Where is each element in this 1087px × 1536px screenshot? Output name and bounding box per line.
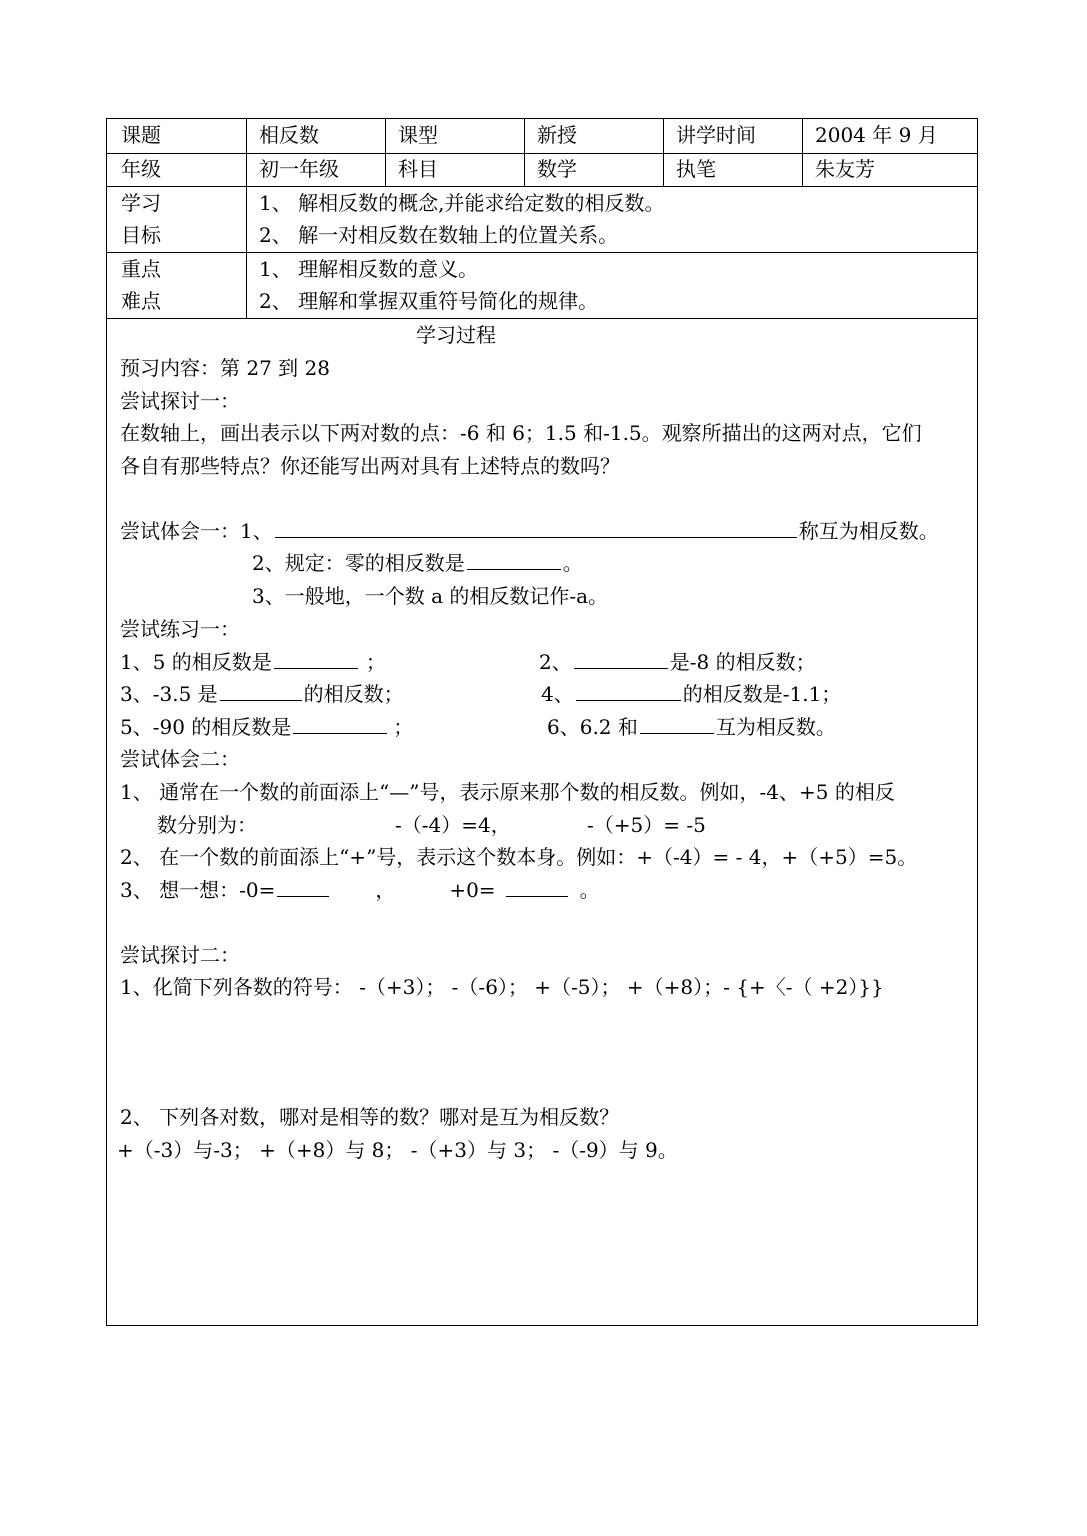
answer-blank[interactable] [574, 646, 668, 669]
experience2-item-2: 2、 在一个数的前面添上“+”号，表示这个数本身。例如：+（-4）= - 4，+（+5）=5。 [120, 845, 918, 869]
label-goals-1: 学习 [121, 191, 161, 215]
col-divider [246, 119, 247, 186]
label-focus-2: 难点 [121, 289, 161, 313]
process-title: 学习过程 [416, 323, 496, 347]
col-divider [385, 119, 386, 186]
label-topic: 课题 [121, 123, 161, 147]
experience2-item-1: 1、 通常在一个数的前面添上“—”号，表示原来那个数的相反数。例如，-4、+5 的相反 [120, 780, 895, 804]
col-divider [524, 119, 525, 186]
focus-item-2: 2、 理解和掌握双重符号简化的规律。 [259, 289, 599, 313]
experience2-item-3-plus: +0= [449, 878, 496, 902]
answer-blank[interactable] [275, 515, 797, 538]
value-subject: 数学 [537, 157, 577, 181]
value-teaching-time: 2004 年 9 月 [815, 123, 938, 147]
practice1-q3-text: 3、-3.5 是 [120, 682, 218, 706]
label-subject: 科目 [398, 157, 438, 181]
practice1-q2-tail: 是-8 的相反数； [669, 650, 816, 674]
row-divider [107, 318, 977, 319]
practice1-q5-tail: ； [393, 715, 414, 739]
practice1-q3 [120, 678, 404, 710]
practice1-q4-tail: 的相反数是-1.1； [682, 682, 842, 706]
focus-item-1: 1、 理解相反数的意义。 [259, 257, 479, 281]
practice1-q4-text: 4、 [541, 682, 574, 706]
explore2-item-1: 1、化简下列各数的符号： -（+3）； -（-6）； +（-5）； +（+8）；- {+〈-（ +2）}} [120, 975, 884, 999]
practice1-q1 [120, 646, 386, 678]
answer-blank[interactable] [467, 547, 561, 570]
explore1-paragraph-1: 在数轴上，画出表示以下两对数的点：-6 和 6；1.5 和-1.5。观察所描出的这两对点，它们 [120, 421, 922, 445]
answer-blank[interactable] [640, 711, 714, 734]
experience2-example-2: -（+5）= -5 [587, 813, 706, 837]
answer-blank[interactable] [220, 678, 302, 701]
goal-item-1: 1、 解相反数的概念,并能求给定数的相反数。 [259, 191, 665, 215]
experience2-title: 尝试体会二： [120, 747, 240, 771]
value-grade: 初一年级 [259, 157, 339, 181]
practice1-q6 [547, 711, 836, 743]
experience1-label: 尝试体会一：1、 [120, 519, 273, 543]
experience2-item-3-tail: 。 [579, 878, 600, 902]
experience2-example-1: -（-4）=4， [395, 813, 511, 837]
answer-blank[interactable] [277, 874, 329, 897]
value-topic: 相反数 [259, 123, 319, 147]
goal-item-2: 2、 解一对相反数在数轴上的位置关系。 [259, 223, 619, 247]
practice1-q2 [539, 646, 816, 678]
experience2-item-3 [120, 874, 600, 906]
answer-blank[interactable] [293, 711, 387, 734]
col-divider [802, 119, 803, 186]
practice1-q4 [541, 678, 841, 710]
practice1-q3-tail: 的相反数； [303, 682, 404, 706]
answer-blank[interactable] [274, 646, 358, 669]
experience2-item-3-sep: ， [375, 878, 396, 902]
label-focus-1: 重点 [121, 257, 161, 281]
experience2-item-1-cont: 数分别为： [157, 813, 257, 837]
explore1-paragraph-2: 各自有那些特点？你还能写出两对具有上述特点的数吗？ [120, 454, 620, 478]
answer-blank[interactable] [576, 678, 681, 701]
lesson-table [106, 118, 978, 1326]
label-grade: 年级 [121, 157, 161, 181]
label-goals-2: 目标 [121, 223, 161, 247]
practice1-q1-tail: ； [365, 650, 386, 674]
label-author: 执笔 [676, 157, 716, 181]
experience1-item-2-text: 2、规定：零的相反数是 [252, 551, 465, 575]
label-teaching-time: 讲学时间 [676, 123, 756, 147]
experience1-item-1-tail: 称互为相反数。 [798, 519, 939, 543]
experience1-item-1 [120, 515, 939, 547]
value-lesson-type: 新授 [537, 123, 577, 147]
practice1-q5-text: 5、-90 的相反数是 [120, 715, 292, 739]
practice1-q2-text: 2、 [539, 650, 572, 674]
label-lesson-type: 课型 [398, 123, 438, 147]
row-divider [107, 252, 977, 253]
practice1-q6-tail: 互为相反数。 [715, 715, 836, 739]
practice1-q1-text: 1、5 的相反数是 [120, 650, 272, 674]
answer-blank[interactable] [506, 874, 568, 897]
preview-text: 预习内容：第 27 到 28 [120, 356, 330, 380]
experience1-item-2 [252, 547, 583, 579]
experience1-item-3: 3、一般地，一个数 a 的相反数记作-a。 [252, 584, 609, 608]
value-author: 朱友芳 [815, 157, 875, 181]
explore1-title: 尝试探讨一： [120, 389, 240, 413]
experience2-item-3-text: 3、 想一想：-0= [120, 878, 276, 902]
practice1-q5 [120, 711, 413, 743]
col-divider [663, 119, 664, 186]
practice1-q6-text: 6、6.2 和 [547, 715, 638, 739]
col-divider [246, 186, 247, 318]
explore2-title: 尝试探讨二： [120, 943, 240, 967]
explore2-item-2: 2、 下列各对数，哪对是相等的数？哪对是互为相反数？ [120, 1105, 620, 1129]
practice1-title: 尝试练习一： [120, 617, 240, 641]
experience1-item-2-tail: 。 [562, 551, 583, 575]
explore2-item-2-pairs: +（-3）与-3； +（+8）与 8； -（+3）与 3； -（-9）与 9。 [117, 1138, 678, 1162]
